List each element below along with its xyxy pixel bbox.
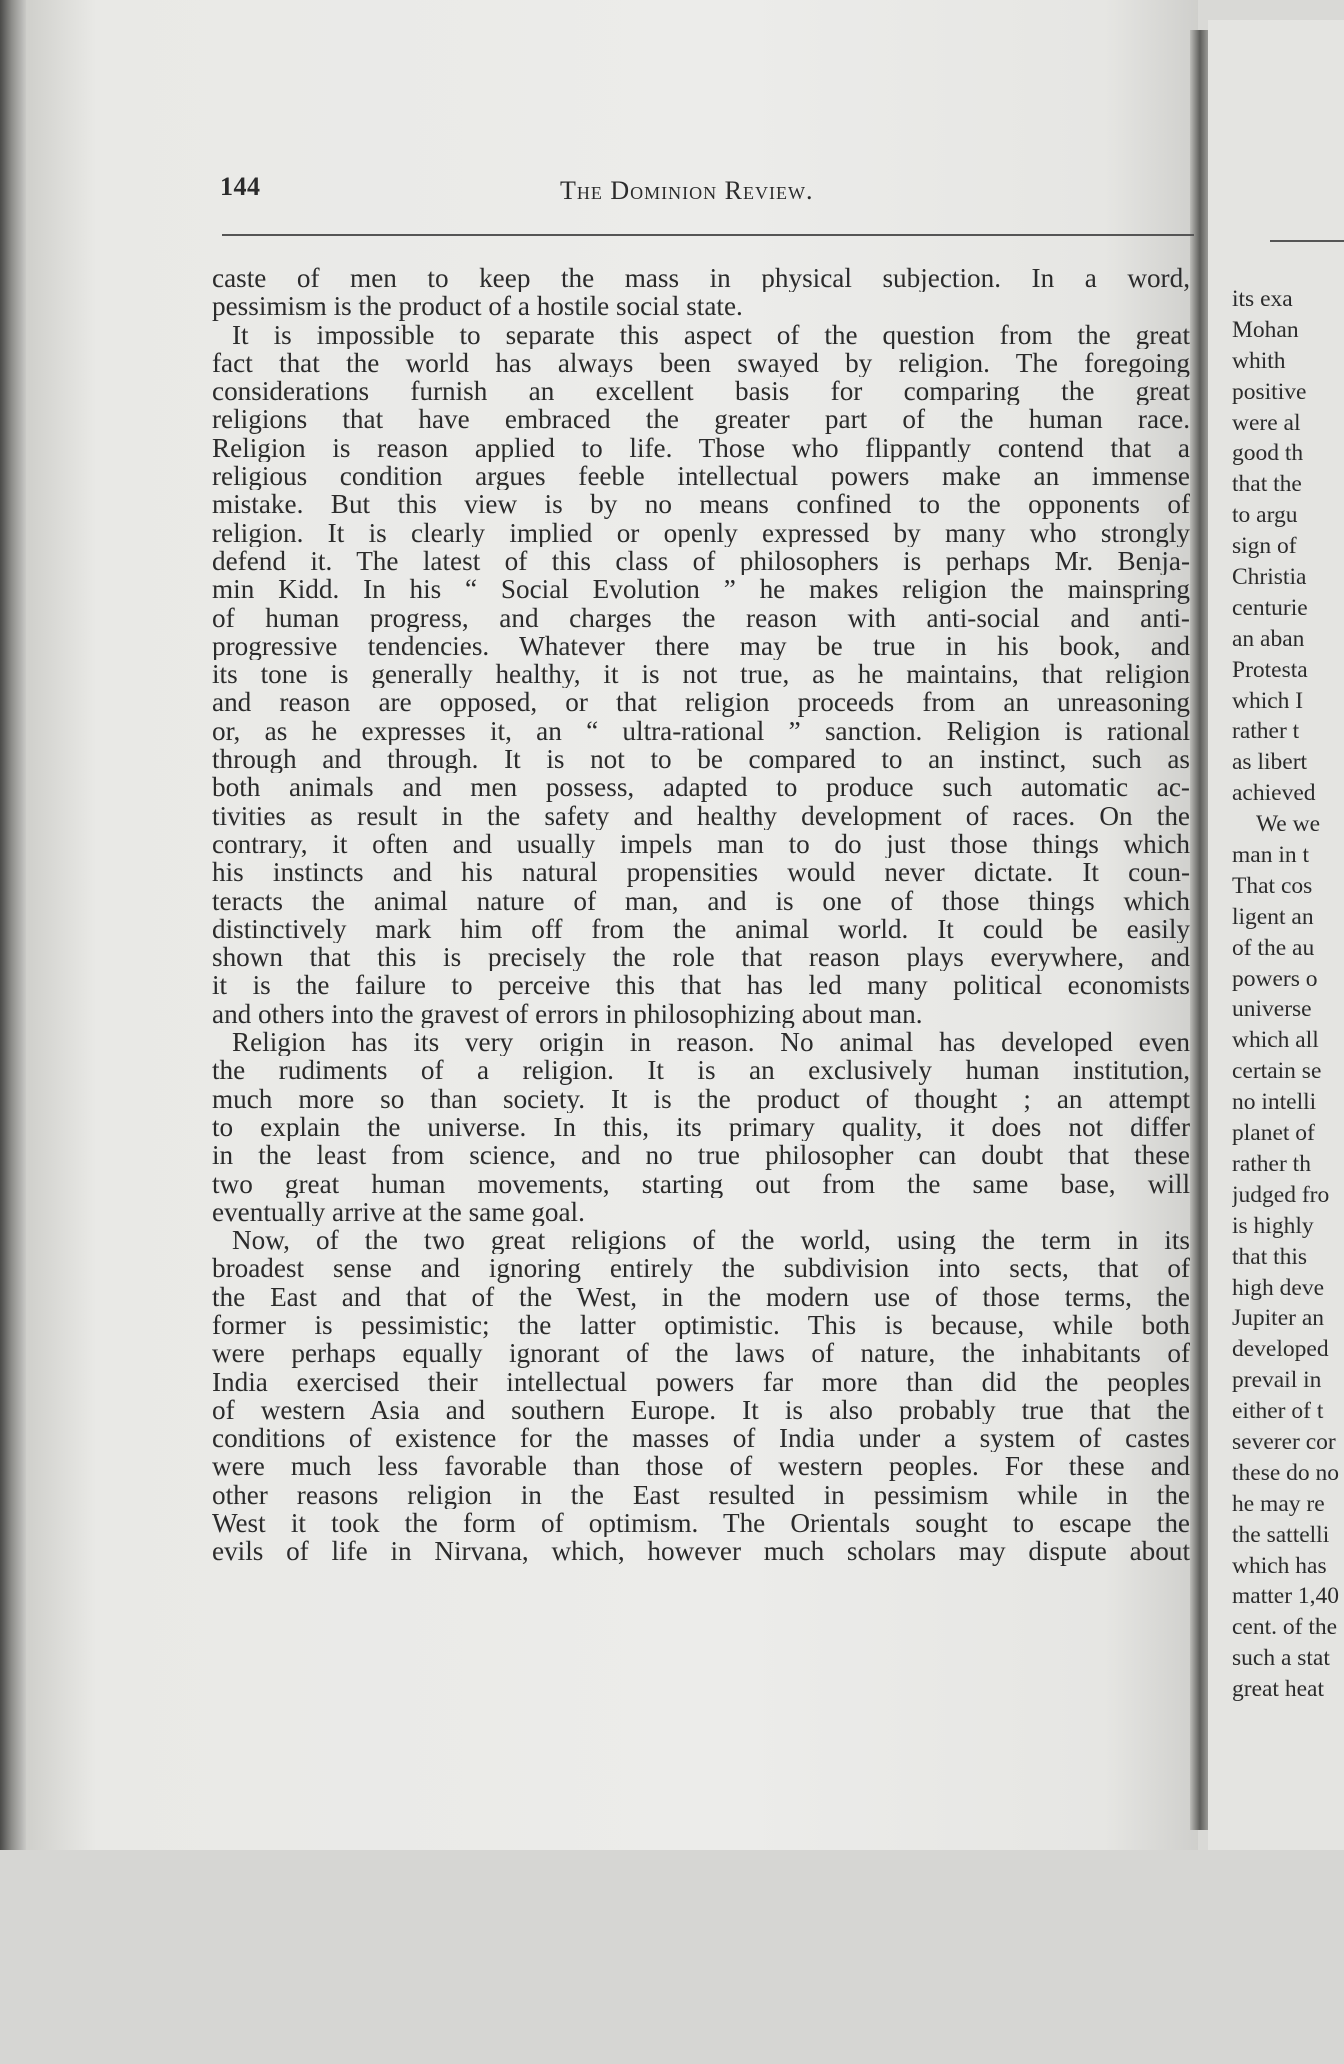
right-page-text-column xyxy=(1232,284,1344,1705)
text-line: considerations furnish an excellent basis for comparing the great xyxy=(212,377,1190,406)
text-line-fragment: these do no xyxy=(1232,1459,1340,1486)
text-line-fragment: rather t xyxy=(1232,718,1300,745)
text-line-fragment: ligent an xyxy=(1232,903,1314,930)
book-gutter xyxy=(1190,30,1208,1830)
text-line: much more so than society. It is the product of thought ; an attempt xyxy=(212,1084,1190,1113)
text-line-fragment: Jupiter an xyxy=(1232,1305,1325,1332)
text-line: fact that the world has always been swayed by religion. The foregoing xyxy=(212,348,1190,378)
text-line: shown that this is precisely the role that reason plays everywhere, and xyxy=(212,943,1190,972)
text-line: caste of men to keep the mass in physical subjection. In a word, xyxy=(212,264,1190,293)
text-line-fragment: universe xyxy=(1232,996,1312,1023)
running-title: The Dominion Review. xyxy=(560,176,814,205)
text-line: broadest sense and ignoring entirely the subdivision into sects, that of xyxy=(212,1254,1190,1283)
text-line-fragment: rather th xyxy=(1232,1150,1311,1177)
text-line-fragment: which has xyxy=(1232,1552,1327,1579)
text-line: evils of life in Nirvana, which, however much scholars may dispute about xyxy=(212,1537,1190,1566)
text-line: the East and that of the West, in the modern use of those terms, the xyxy=(212,1282,1190,1311)
text-line-fragment: such a stat xyxy=(1232,1645,1330,1672)
text-line-fragment: its exa xyxy=(1232,286,1293,312)
text-line-fragment: which I xyxy=(1232,687,1304,714)
text-line: contrary, it often and usually impels man to do just those things which xyxy=(212,829,1190,859)
text-line-fragment: either of t xyxy=(1232,1398,1324,1425)
text-line: religions that have embraced the greater part of the human race. xyxy=(212,405,1190,434)
text-line: India exercised their intellectual powers far more than did the peoples xyxy=(212,1367,1190,1396)
text-line-fragment: certain se xyxy=(1232,1058,1322,1085)
text-line-fragment: were al xyxy=(1232,409,1301,436)
text-line-fragment: whith xyxy=(1232,347,1286,374)
text-line: tivities as result in the safety and healthy development of races. On the xyxy=(212,801,1190,830)
text-line-fragment: severer cor xyxy=(1232,1428,1336,1455)
text-line-fragment: that this xyxy=(1232,1243,1308,1270)
text-line: min Kidd. In his “ Social Evolution ” he makes religion the mainspring xyxy=(212,575,1190,604)
text-line: his instincts and his natural propensities would never dictate. It coun- xyxy=(212,858,1190,887)
text-line-fragment: We we xyxy=(1256,811,1321,838)
text-line-fragment: planet of xyxy=(1232,1120,1315,1147)
text-line-fragment: That cos xyxy=(1232,872,1313,899)
text-line-fragment: he may re xyxy=(1232,1490,1325,1517)
text-line: Religion is reason applied to life. Those who flippantly contend that a xyxy=(212,433,1190,463)
page-number: 144 xyxy=(220,172,261,201)
text-line-fragment: Christia xyxy=(1232,564,1307,591)
text-line: conditions of existence for the masses of India under a system of castes xyxy=(212,1424,1190,1453)
text-line-fragment: centurie xyxy=(1232,594,1308,621)
text-line: religious condition argues feeble intellectual powers make an immense xyxy=(212,462,1190,491)
text-line: teracts the animal nature of man, and is one of those things which xyxy=(212,886,1190,915)
page-header xyxy=(220,172,1190,212)
text-line: former is pessimistic; the latter optimistic. This is because, while both xyxy=(212,1310,1190,1340)
text-line: and others into the gravest of errors in philosophizing about man. xyxy=(212,999,923,1029)
text-line: West it took the form of optimism. The Orientals sought to escape the xyxy=(212,1509,1190,1538)
text-line-fragment: the sattelli xyxy=(1232,1521,1330,1548)
text-line: Now, of the two great religions of the world, using the term in its xyxy=(232,1226,1190,1255)
text-line: defend it. The latest of this class of philosophers is perhaps Mr. Benja- xyxy=(212,546,1190,576)
text-line-fragment: which all xyxy=(1232,1027,1319,1054)
text-line-fragment: powers o xyxy=(1232,965,1318,992)
text-line: were perhaps equally ignorant of the laws of nature, the inhabitants of xyxy=(212,1339,1190,1368)
text-line-fragment: to argu xyxy=(1232,502,1298,529)
header-rule xyxy=(222,234,1194,236)
text-line-fragment: man in t xyxy=(1232,842,1310,869)
text-line-fragment: that the xyxy=(1232,471,1302,498)
text-line-fragment: cent. of the xyxy=(1232,1614,1338,1641)
text-line-fragment: Mohan xyxy=(1232,316,1299,343)
text-line: the rudiments of a religion. It is an exclusively human institution, xyxy=(212,1056,1190,1085)
text-line-fragment: Protesta xyxy=(1232,656,1308,683)
text-line: eventually arrive at the same goal. xyxy=(212,1197,585,1227)
text-line-fragment: achieved xyxy=(1232,780,1316,807)
text-line: in the least from science, and no true philosopher can doubt that these xyxy=(212,1141,1190,1170)
left-page-text-column xyxy=(212,264,1190,1566)
text-line-fragment: judged fro xyxy=(1232,1181,1330,1208)
scan-background xyxy=(0,1850,1344,2064)
text-line: It is impossible to separate this aspect of the question from the great xyxy=(232,320,1190,349)
text-line-fragment: prevail in xyxy=(1232,1367,1322,1394)
text-line-fragment: an aban xyxy=(1232,625,1305,652)
text-line-fragment: positive xyxy=(1232,378,1307,405)
text-line-fragment: is highly xyxy=(1232,1212,1314,1239)
book-binding-edge xyxy=(0,0,26,2064)
text-line-fragment: sign of xyxy=(1232,533,1297,560)
text-line-fragment: matter 1,40 xyxy=(1232,1583,1340,1610)
text-line-fragment: as libert xyxy=(1232,749,1308,776)
text-line: of human progress, and charges the reason with anti-social and anti- xyxy=(212,603,1190,632)
text-line-fragment: great heat xyxy=(1232,1676,1324,1703)
text-line: its tone is generally healthy, it is not true, as he maintains, that religion xyxy=(212,660,1190,689)
text-line: mistake. But this view is by no means confined to the opponents of xyxy=(212,490,1190,519)
text-line: both animals and men possess, adapted to produce such automatic ac- xyxy=(212,773,1190,802)
right-page-header-rule xyxy=(1270,240,1344,242)
text-line: through and through. It is not to be compared to an instinct, such as xyxy=(212,745,1190,774)
text-line: to explain the universe. In this, its primary quality, it does not differ xyxy=(212,1112,1190,1142)
text-line-fragment: high deve xyxy=(1232,1274,1325,1301)
text-line: Religion has its very origin in reason. No animal has developed even xyxy=(232,1028,1190,1057)
text-line: and reason are opposed, or that religion proceeds from an unreasoning xyxy=(212,688,1190,717)
text-line: it is the failure to perceive this that has led many political economists xyxy=(212,971,1190,1000)
text-line: other reasons religion in the East resulted in pessimism while in the xyxy=(212,1480,1190,1510)
text-line: religion. It is clearly implied or openly expressed by many who strongly xyxy=(212,518,1190,547)
text-line-fragment: developed xyxy=(1232,1336,1329,1363)
text-line: of western Asia and southern Europe. It is also probably true that the xyxy=(212,1395,1190,1425)
text-line-fragment: good th xyxy=(1232,440,1304,467)
text-line-fragment: no intelli xyxy=(1232,1089,1317,1116)
text-line: progressive tendencies. Whatever there may be true in his book, and xyxy=(212,631,1190,661)
text-line: distinctively mark him off from the animal world. It could be easily xyxy=(212,914,1190,944)
text-line: or, as he expresses it, an “ ultra-rational ” sanction. Religion is rational xyxy=(212,716,1190,746)
text-line: two great human movements, starting out from the same base, will xyxy=(212,1169,1190,1198)
text-line: were much less favorable than those of western peoples. For these and xyxy=(212,1452,1190,1481)
text-line: pessimism is the product of a hostile social state. xyxy=(212,292,743,321)
text-line-fragment: of the au xyxy=(1232,934,1315,961)
